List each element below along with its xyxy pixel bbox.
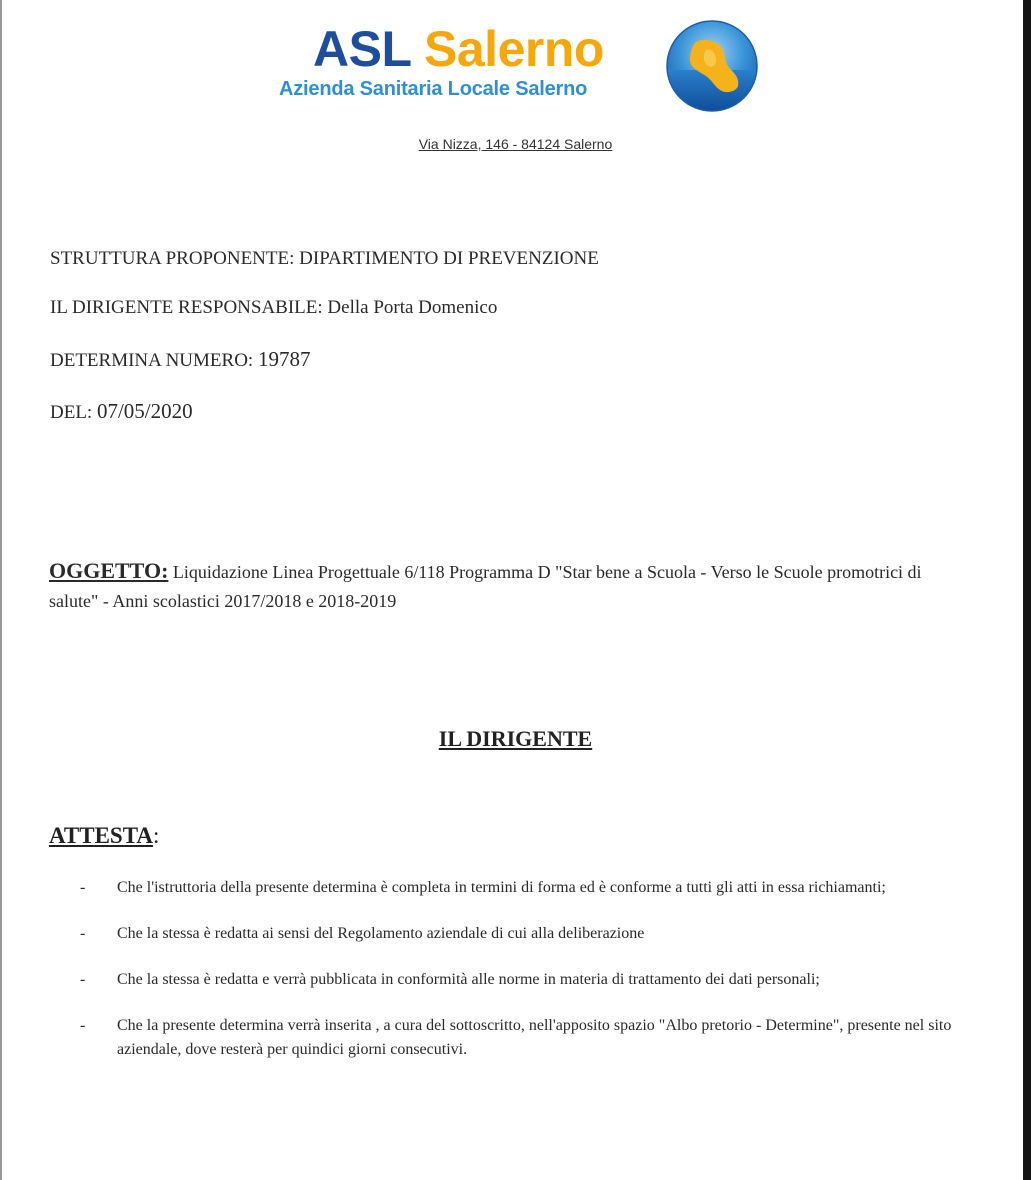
struttura-value: DIPARTIMENTO DI PREVENZIONE	[299, 248, 599, 269]
globe-icon	[666, 20, 758, 112]
attesta-list	[80, 876, 960, 1084]
list-item	[80, 968, 960, 992]
logo-asl-text: ASL	[313, 21, 411, 77]
attesta-colon: :	[152, 823, 160, 848]
attesta-heading	[49, 823, 159, 849]
list-item	[80, 876, 960, 900]
del-line	[50, 399, 193, 424]
dirigente-value: Della Porta Domenico	[327, 297, 498, 318]
oggetto-label: OGGETTO:	[49, 558, 169, 583]
page-right-border	[1023, 0, 1031, 1180]
determina-value: 19787	[257, 347, 311, 371]
logo-title	[313, 21, 604, 77]
list-item	[80, 1014, 960, 1062]
determina-label: DETERMINA NUMERO:	[50, 350, 254, 371]
page-left-border	[0, 0, 2, 1180]
determina-line	[50, 347, 310, 372]
dirigente-label: IL DIRIGENTE RESPONSABILE:	[50, 297, 323, 318]
attesta-title: ATTESTA	[49, 823, 153, 848]
list-item-text: Che la stessa è redatta e verrà pubblicata in conformità alle norme in materia di trattamento dei dati personali;	[117, 971, 820, 988]
del-value: 07/05/2020	[96, 399, 193, 423]
list-item-text: Che la presente determina verrà inserita , a cura del sottoscritto, nell'apposito spazio "Albo pretorio - Determine", presente nel sito aziendale, dove resterà per quindici giorni consecutivi.	[117, 1017, 952, 1058]
logo-city-text: Salerno	[424, 21, 604, 77]
address-line	[0, 136, 1031, 152]
asl-salerno-logo	[278, 20, 763, 116]
section-title: IL DIRIGENTE	[438, 726, 593, 751]
list-item-text: Che la stessa è redatta ai sensi del Regolamento aziendale di cui alla deliberazione	[117, 925, 645, 942]
dash-bullet-icon: -	[80, 971, 86, 988]
dash-bullet-icon: -	[80, 925, 86, 942]
list-item-text: Che l'istruttoria della presente determina è completa in termini di forma ed è conforme a tutti gli atti in essa richiamanti;	[117, 879, 886, 896]
oggetto-paragraph	[49, 556, 949, 616]
struttura-line	[50, 248, 599, 270]
dash-bullet-icon: -	[80, 879, 86, 896]
struttura-label: STRUTTURA PROPONENTE:	[50, 248, 295, 269]
dash-bullet-icon: -	[80, 1017, 86, 1034]
list-item	[80, 922, 960, 946]
logo-subtitle: Azienda Sanitaria Locale Salerno	[279, 78, 588, 100]
oggetto-text: Liquidazione Linea Progettuale 6/118 Programma D "Star bene a Scuola - Verso le Scuole promotrici di salute" - Anni scolastici 2017/2018 e 2018-2019	[49, 562, 922, 611]
dirigente-line	[50, 297, 497, 319]
address-text: Via Nizza, 146 - 84124 Salerno	[418, 136, 613, 152]
del-label: DEL:	[50, 402, 93, 423]
